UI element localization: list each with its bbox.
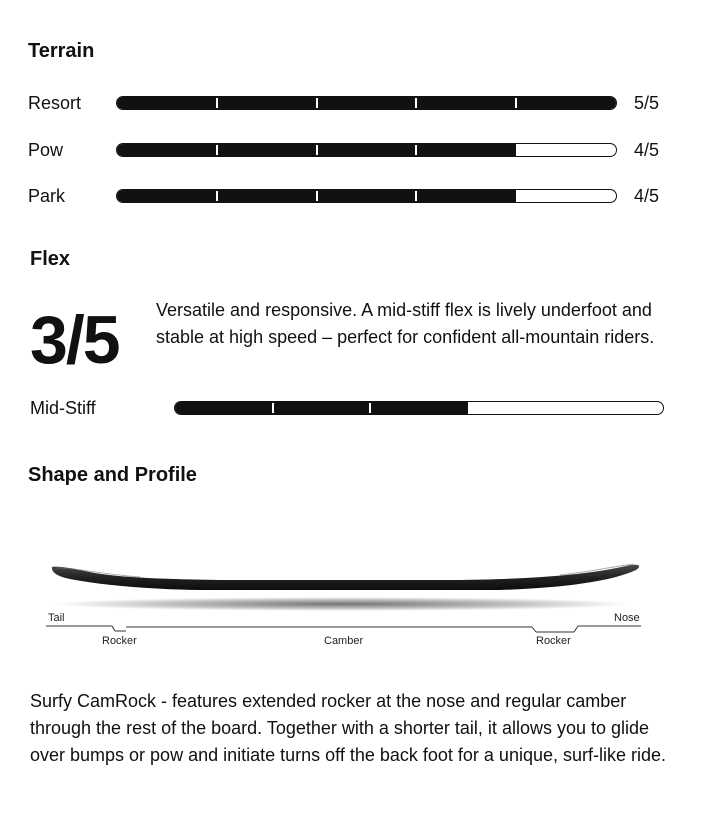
bar-segment-tick (369, 403, 371, 413)
bar-segment-tick (316, 191, 318, 201)
bar-segment-tick (316, 98, 318, 108)
profile-label-tail: Tail (48, 612, 65, 624)
flex-title: Flex (30, 248, 71, 270)
profile-label-nose: Nose (614, 612, 640, 624)
flex-bar (174, 401, 664, 415)
bar-segment-tick (415, 98, 417, 108)
nose-step (574, 626, 578, 632)
flex-description: Versatile and responsive. A mid-stiff flex is lively underfoot and stable at high speed – perfect for confident all-mountain riders. (156, 300, 655, 347)
board-shadow (52, 597, 632, 611)
terrain-row-score: 5/5 (634, 93, 660, 113)
bar-segment-tick (415, 191, 417, 201)
bar-segment-tick (216, 145, 218, 155)
bar-segment-tick (515, 98, 517, 108)
rocker-left-step (112, 626, 115, 631)
terrain-row-label: Resort (28, 93, 82, 113)
terrain-row-score: 4/5 (634, 186, 660, 206)
rocker-right-step (532, 627, 536, 632)
flex-bar-label: Mid-Stiff (30, 398, 96, 418)
bar-segment-tick (415, 145, 417, 155)
terrain-row-label: Pow (28, 140, 64, 160)
bar-segment-tick (316, 145, 318, 155)
terrain-bar-pow (116, 143, 617, 157)
flex-big-score: 3/5 (30, 302, 119, 378)
terrain-row-score: 4/5 (634, 140, 660, 160)
terrain-bar-fill (117, 97, 616, 109)
shape-description: Surfy CamRock - features extended rocker at the nose and regular camber through the rest of the board. Together with a shorter tail, it allows you to glide over bumps or pow and initiate turns off the back foot for a unique, surf-like ride. (30, 691, 667, 765)
terrain-row-label: Park (28, 186, 66, 206)
terrain-bar-resort (116, 96, 617, 110)
bar-segment-tick (216, 191, 218, 201)
terrain-title: Terrain (28, 40, 95, 62)
profile-diagram (0, 500, 704, 660)
bar-segment-tick (216, 98, 218, 108)
bar-segment-tick (272, 403, 274, 413)
shape-title: Shape and Profile (28, 464, 197, 486)
profile-label-rocker-left: Rocker (102, 635, 137, 647)
flex-bar-fill (175, 402, 468, 414)
terrain-bar-park (116, 189, 617, 203)
profile-label-rocker-right: Rocker (536, 635, 571, 647)
profile-label-camber: Camber (324, 635, 364, 647)
